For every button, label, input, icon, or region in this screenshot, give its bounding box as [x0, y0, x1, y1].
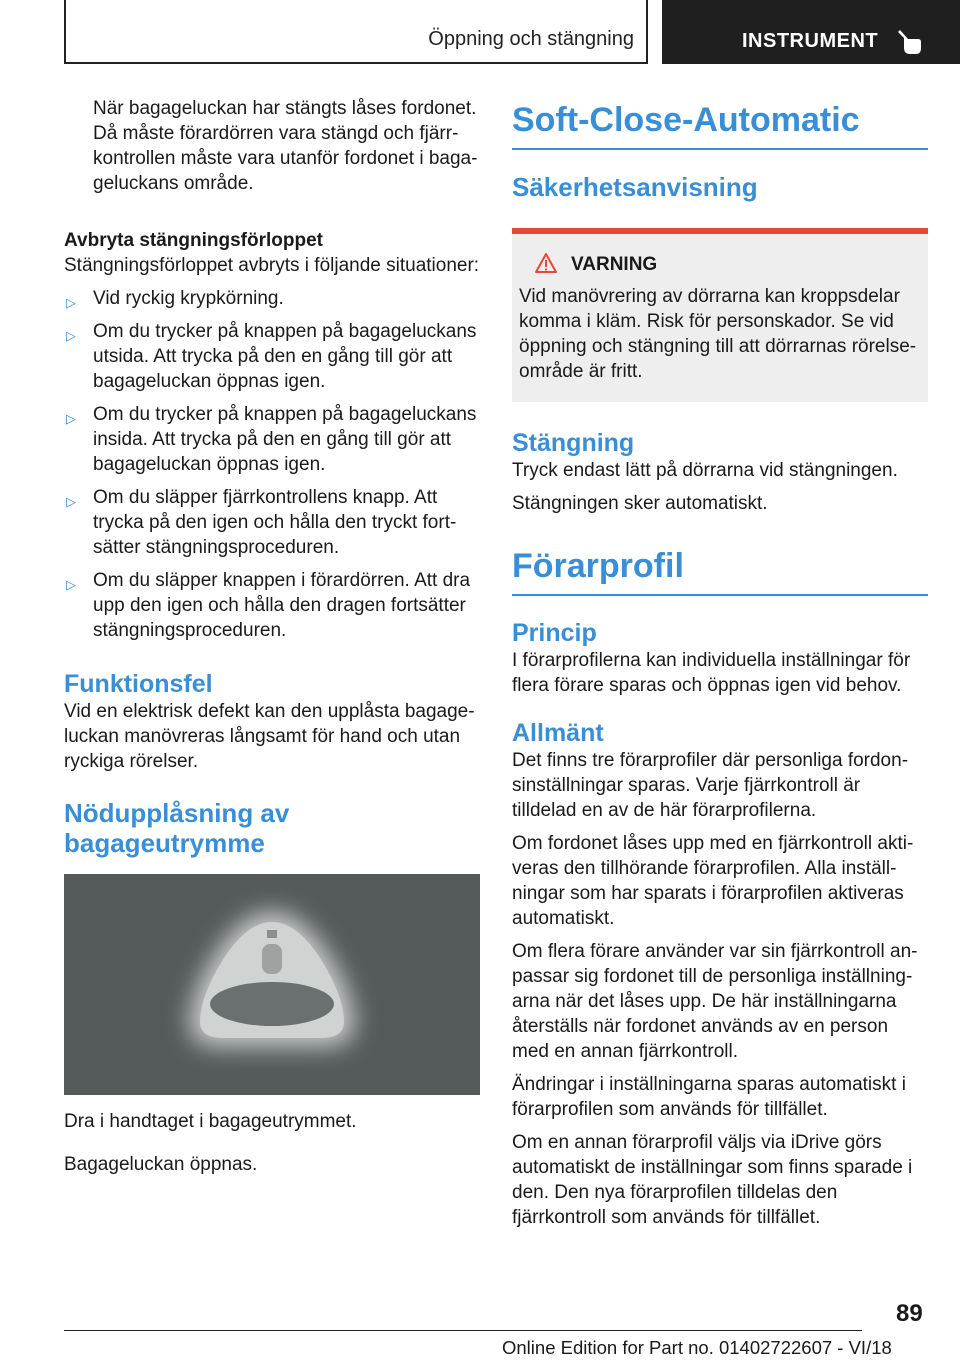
- pointing-hand-icon: [894, 26, 924, 56]
- footer-edition: Online Edition for Part no. 01402722607 - VI/18: [502, 1337, 892, 1358]
- softclose-heading: Soft-Close-Automatic: [512, 101, 860, 139]
- principle-heading: Princip: [512, 619, 597, 647]
- header-section-tab: [64, 0, 648, 64]
- general-heading: Allmänt: [512, 719, 604, 747]
- warning-box: [512, 228, 928, 402]
- general-text-2: Om fordonet låses upp med en fjärrkontroll aktiveras den tillhörande förarprofilen. Alla inställningar som har sparats i förarprofilen aktiveras automatiskt.: [512, 833, 914, 929]
- right-column: [512, 96, 928, 1230]
- list-item: ▷ Om du släpper fjärrkontrollens knapp. Att trycka på den igen och hålla den tryckt fortsätter stängningsproceduren.: [66, 487, 457, 558]
- warning-triangle-icon: [535, 253, 557, 273]
- closing-heading: Stängning: [512, 429, 635, 457]
- heading-rule: [512, 594, 928, 596]
- emergency-handle-image: [64, 874, 480, 1095]
- triangle-bullet-icon: ▷: [66, 411, 76, 426]
- heading-rule: [512, 148, 928, 150]
- general-text-1: Det finns tre förarprofiler där personliga fordonsinställningar sparas. Varje fjärrkontroll är tilldelad en av de här förarprofilerna.: [512, 750, 909, 821]
- triangle-bullet-icon: ▷: [66, 577, 76, 592]
- emergency-heading: Nödupplåsning av bagageutrymme: [64, 798, 290, 858]
- caption-2: Bagageluckan öppnas.: [64, 1154, 258, 1175]
- abort-title: Avbryta stängningsförloppet: [64, 230, 323, 251]
- list-item: ▷ Om du trycker på knappen på bagageluckans insida. Att trycka på den en gång till gör att bagageluckan öppnas igen.: [66, 404, 477, 475]
- general-text-4: Ändringar i inställningarna sparas automatiskt i förarprofilen som används för tillfället.: [512, 1074, 906, 1120]
- header-chapter-title: INSTRUMENT: [742, 30, 879, 52]
- list-item: ▷ Om du trycker på knappen på bagageluckans utsida. Att trycka på den en gång till gör att bagageluckan öppnas igen.: [66, 321, 477, 392]
- general-text-3: Om flera förare använder var sin fjärrkontroll anpassar sig fordonet till de personliga inställningarna när det låses upp. De här inställningarna återställs när fordonet används av en person med en annan fjärrkontroll.: [512, 941, 918, 1062]
- list-item: ▷ Vid ryckig krypkörning.: [64, 286, 480, 311]
- safety-heading: Säkerhetsanvisning: [512, 172, 758, 202]
- fault-text: Vid en elektrisk defekt kan den upplåsta bagageluckan manövreras långsamt för hand och utan ryckiga rörelser.: [64, 701, 475, 772]
- closing-text-1: Tryck endast lätt på dörrarna vid stängningen.: [512, 460, 898, 481]
- principle-text: I förarprofilerna kan individuella inställningar för flera förare sparas och öppnas igen vid behov.: [512, 650, 911, 696]
- header-chapter-tab: [662, 0, 960, 64]
- warning-text: Vid manövrering av dörrarna kan kroppsdelar komma i kläm. Risk för personskador. Se vid öppning och stängning till att dörrarnas rörelseområde är fritt.: [519, 286, 917, 382]
- abort-list: [64, 286, 480, 643]
- general-text-5: Om en annan förarprofil väljs via iDrive görs automatiskt de inställningar som finns sparade i den. Den nya förarprofilen tilldelas den fjärrkontroll som används för tillfället.: [512, 1132, 913, 1228]
- intro-paragraph: När bagageluckan har stängts låses fordonet. Då måste förardörren vara stängd och fjärrkontrollen måste vara utanför fordonet i bagageluckans område.: [93, 98, 478, 194]
- triangle-bullet-icon: ▷: [66, 295, 76, 310]
- caption-1: Dra i handtaget i bagageutrymmet.: [64, 1111, 357, 1132]
- footer-rule: [64, 1330, 862, 1331]
- warning-label: VARNING: [571, 254, 658, 275]
- left-column: [64, 96, 480, 1177]
- list-item: ▷ Om du släpper knappen i förardörren. Att dra upp den igen och hålla den dragen fortsätter stängningsproceduren.: [66, 570, 471, 641]
- triangle-bullet-icon: ▷: [66, 328, 76, 343]
- header-section-title: Öppning och stängning: [428, 28, 634, 50]
- profile-heading: Förarprofil: [512, 547, 684, 585]
- closing-text-2: Stängningen sker automatiskt.: [512, 493, 768, 514]
- fault-heading: Funktionsfel: [64, 670, 213, 698]
- page-number: 89: [896, 1300, 923, 1327]
- triangle-bullet-icon: ▷: [66, 494, 76, 509]
- abort-text: Stängningsförloppet avbryts i följande situationer:: [64, 255, 480, 276]
